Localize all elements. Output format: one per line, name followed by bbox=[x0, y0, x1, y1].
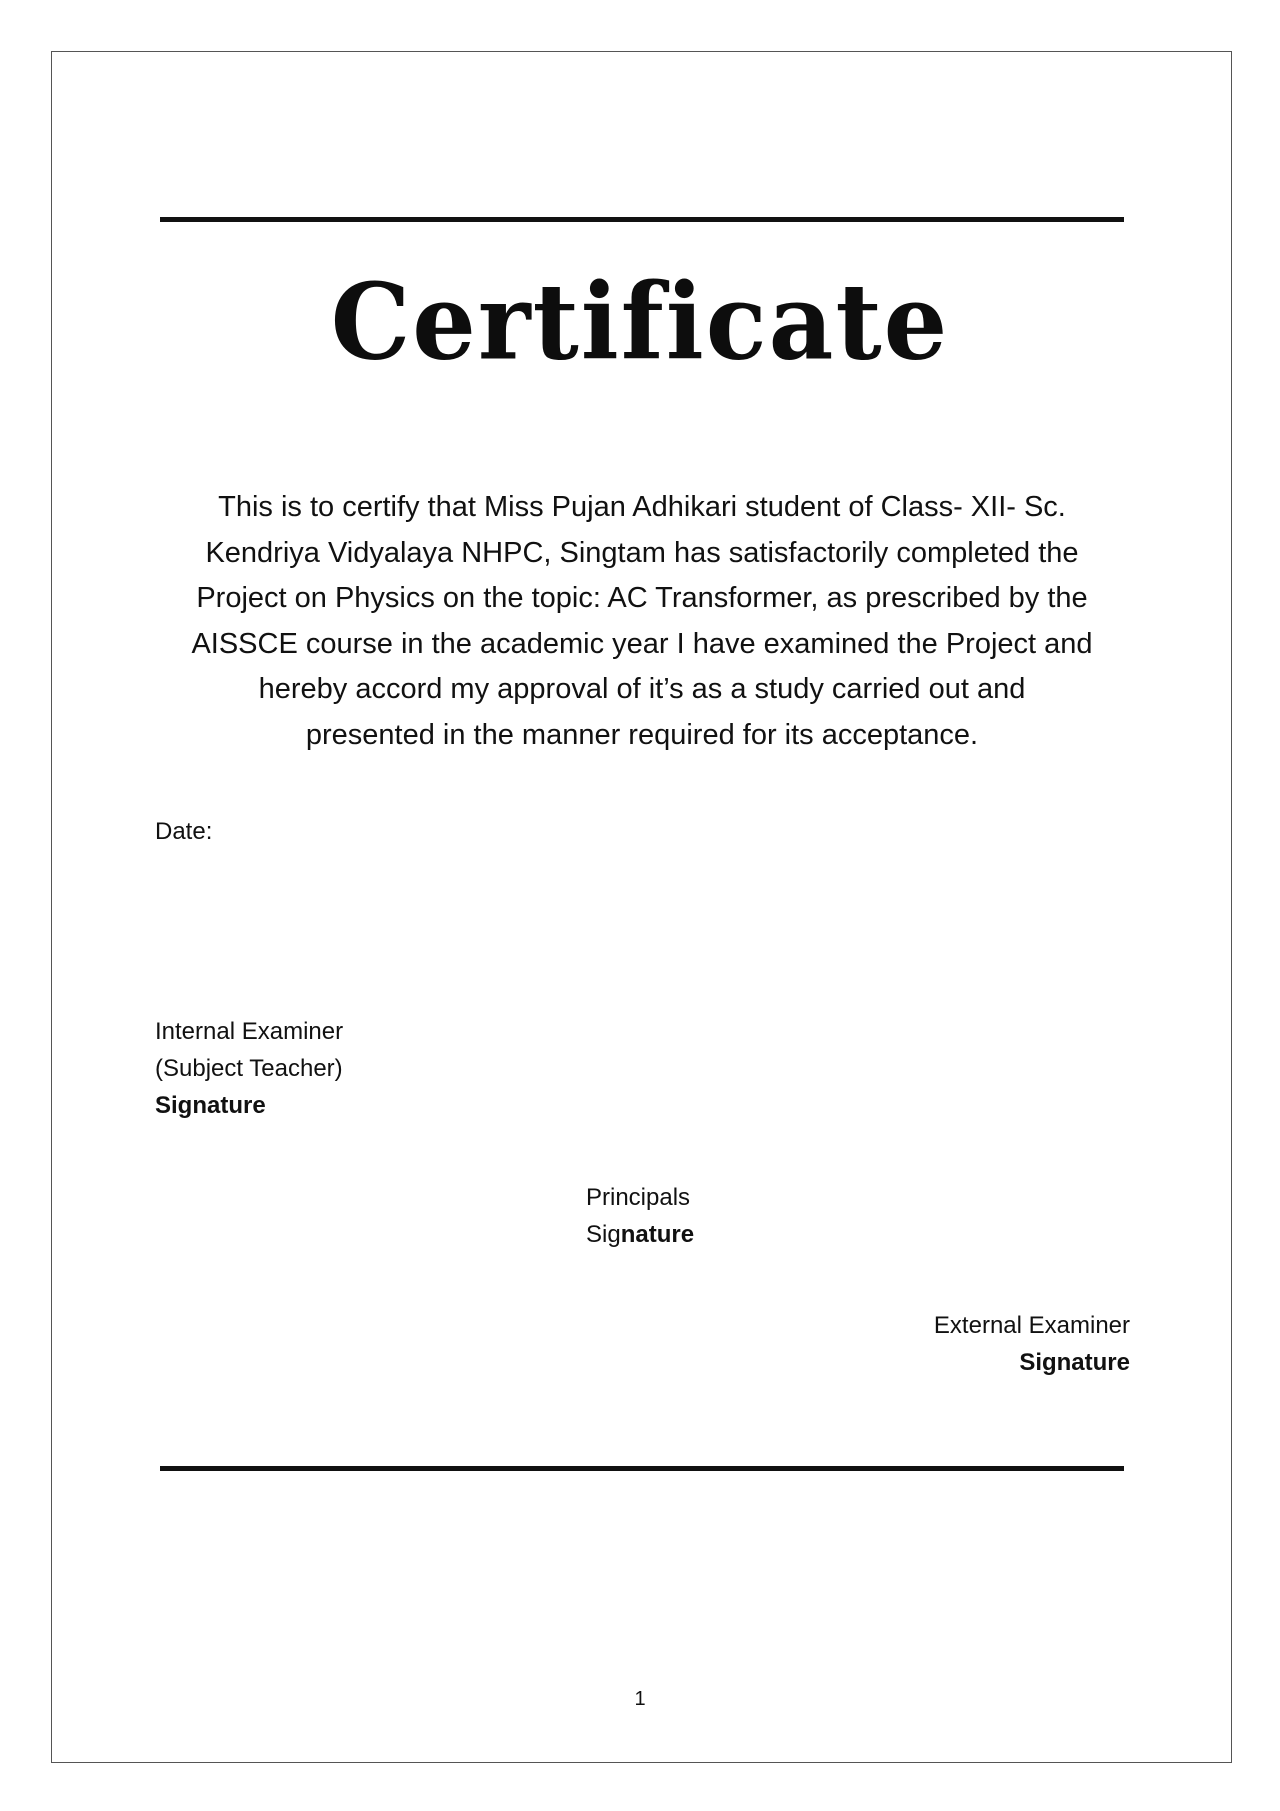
page-number: 1 bbox=[634, 1688, 646, 1710]
body-line: Project on Physics on the topic: AC Transformer, as prescribed by the bbox=[196, 582, 1088, 614]
body-line: This is to certify that Miss Pujan Adhikari student of Class- XII- Sc. bbox=[218, 491, 1066, 523]
external-examiner-block bbox=[934, 1307, 1130, 1381]
principal-signature-suffix: nature bbox=[620, 1221, 695, 1248]
principal-title: Principals bbox=[586, 1184, 691, 1211]
certificate-title: Certificate bbox=[330, 260, 950, 384]
internal-examiner-block bbox=[155, 1013, 343, 1124]
external-examiner-signature: Signature bbox=[1019, 1349, 1130, 1376]
principal-block bbox=[586, 1179, 694, 1253]
internal-examiner-subtitle: (Subject Teacher) bbox=[155, 1055, 343, 1082]
body-line: Kendriya Vidyalaya NHPC, Singtam has satisfactorily completed the bbox=[205, 536, 1079, 569]
external-examiner-title: External Examiner bbox=[933, 1312, 1130, 1339]
body-line: AISSCE course in the academic year I have examined the Project and bbox=[191, 627, 1093, 660]
principal-signature bbox=[586, 1216, 694, 1253]
body-line: presented in the manner required for its acceptance. bbox=[305, 718, 979, 751]
body-line: hereby accord my approval of it’s as a study carried out and bbox=[258, 673, 1026, 705]
internal-examiner-signature: Signature bbox=[155, 1092, 266, 1119]
date-label: Date: bbox=[155, 818, 213, 845]
internal-examiner-title: Internal Examiner bbox=[155, 1018, 344, 1045]
top-divider-line bbox=[160, 217, 1124, 222]
bottom-divider-line bbox=[160, 1466, 1124, 1471]
certificate-body bbox=[150, 485, 1134, 758]
principal-signature-prefix: Sig bbox=[586, 1221, 621, 1248]
